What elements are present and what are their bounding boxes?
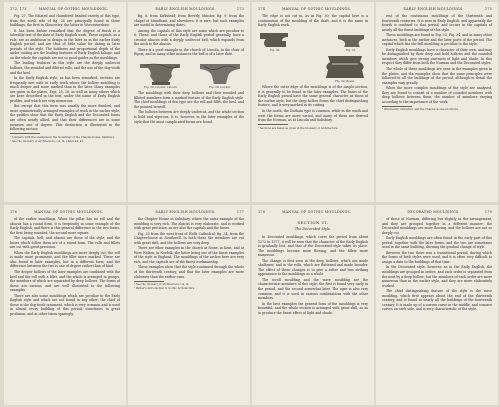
paragraph: In the best examples the general form of the mouldings is very beautiful, and the whole section is arranged with great skill, so as to produce the finest effect of light and shade. — [258, 301, 368, 315]
page-number: 179 — [484, 210, 492, 214]
paragraph: Fig. 33 from the west front of Wells Cathedral; fig. 34, from the Chapter-house at Southwell. In both these the members are cut with great skill, and the hollows are very deep. — [134, 231, 244, 245]
running-header — [382, 7, 492, 11]
figure — [258, 31, 292, 52]
page-number: 175 — [484, 7, 492, 11]
paragraph: In the north, the Durham type is common, while in the south and west the forms are more varied, and many of them are derived from the Norman, as at Lincoln and Salisbury. — [258, 108, 368, 123]
figure-caption: Fig. 30. — [269, 47, 281, 52]
footnotes — [382, 108, 492, 112]
page-number: 172, 173 — [10, 7, 27, 11]
running-header — [134, 7, 244, 11]
figure-caption: Fig. 28. Capital, Lincoln. — [144, 84, 178, 89]
page-5 — [4, 205, 126, 405]
footnote: ¹ Sections are taken as given in the Glossary of Architecture. — [258, 126, 339, 130]
running-title: DECORATED MOULDINGS. — [407, 210, 460, 214]
moulding-section — [258, 31, 292, 49]
figure-caption: Fig. 29. Capital. — [209, 84, 231, 89]
capital-illustration — [134, 60, 188, 86]
body-text — [258, 14, 368, 28]
running-title: MANUAL OF GOTHIC MOULDINGS. — [38, 7, 108, 11]
page-number: 178 — [258, 210, 266, 214]
paragraph: It has been before remarked that the degree of finish is a tolerable test of the date of Early English work. These capitals, as a rule, are as ambitious in design in the later as in the earlier Early English period, and are thus of little value for dating in later periods of the style. The boldness and proportional depth of the under cutting are the leading features of Early English foliage, and on the whole the capitals are not so good guides as the mouldings. — [10, 28, 120, 60]
paragraph: The chief distinguishing feature of the style is the wave moulding, which first appears about the end of the thirteenth century, and is found in nearly all the buildings of the fourteenth century. It is made up of a convex curve in the middle, and concave curves on each side, and is very characteristic of the style. — [382, 289, 492, 312]
footnote: ² Parker's Introduction to Gothic Architecture. — [134, 287, 196, 290]
paragraph: Where the outer edge of the mouldings is of the simple section, it is generally to be found in the later examples. The bases of the Early English period have the same general character as those of the earlier style, but the deep hollow forms the chief distinguishing feature, and is very marked in its cutting. — [258, 85, 368, 108]
base-illustration — [322, 54, 368, 80]
page-number: 176 — [10, 210, 18, 214]
page-2 — [128, 2, 250, 202]
body-text — [134, 217, 244, 279]
body-text — [10, 217, 120, 316]
body-text — [258, 235, 368, 315]
figure-caption: Fig. 31. — [345, 47, 357, 52]
running-header — [382, 210, 492, 214]
paragraph: These mouldings are found in Fig. 33, Fig. 34, and in many other instances, both in the earlier and the later parts of the period. The capital which has the bell moulding is peculiar to the style. — [382, 33, 492, 47]
figure-row — [134, 60, 244, 89]
paragraph: Early English mouldings have a character of their own, and may be distinguished by their deep and bold hollows and the rounded members which give strong contrasts of light and shade. In this respect they differ from both the Norman and the Decorated styles. — [382, 47, 492, 66]
paragraph: the Chapter House at Salisbury, where the outer example of the moulding is very rich. The abacus is very elaborate, and is worked with great precision, as are also the capitals and the bases. — [134, 217, 244, 231]
running-header — [134, 210, 244, 214]
paragraph: The capitals, bell, and abacus are those of the style; and the bases which follow them are of a round form. The rolls and fillets are cut with great precision. — [10, 236, 120, 250]
page-number: 174 — [258, 7, 266, 11]
figure-caption: Fig. 32. Bases. — [334, 78, 356, 83]
paragraph: The edge is not cut in, as in Fig. 30; the capital here is a continuation of the moulding of the shaft, and it is the same in Early English work. — [258, 14, 368, 28]
paragraph: When the Early English mouldings are more deeply cut, the roll is made more prominent, and the fillet more marked. These are also found in later examples, but in a different form, and the difference between the two is one of degree rather than of kind. — [10, 250, 120, 269]
figure — [134, 60, 188, 89]
paragraph: fig. 8, from Kirkstead; from Beverly Minster, fig. 9; from the chapel at Mundham, and elsewhere, it is rare, but such examples are useful in determining dates. — [134, 14, 244, 28]
body-text — [382, 14, 492, 104]
footnotes — [134, 283, 244, 291]
paragraph: The deeper hollows of the later examples are combined with the keel and the roll with a fillet, and the whole is arranged in groups, the members of which are separated by deep hollows. The forms of these are various, and are well illustrated in the following examples. — [10, 270, 120, 293]
running-title: EARLY ENGLISH MOULDINGS. — [403, 7, 464, 11]
running-header — [258, 210, 368, 214]
figure — [258, 54, 368, 83]
capital-illustration — [196, 60, 244, 86]
running-header — [10, 210, 120, 214]
paragraph: of those of Norman, differing but slightly in the arrangement, and they are grouped together in a different manner; the Decorated mouldings are more flowing, and the hollows are not so deeply cut. — [382, 217, 492, 235]
paragraph: The leading features in this style are the deeply undercut hollows, the rounded and filleted rolls, and the use of the dog-tooth and the keel. — [10, 61, 120, 75]
body-text — [134, 91, 244, 124]
section-title: SECTION VI. — [297, 220, 329, 225]
running-header — [258, 7, 368, 11]
figure-inner — [322, 54, 368, 83]
footnote: ¹ Compare with the examples in the mouldings of the Chapter-house, Salisbury. — [10, 135, 115, 139]
figure-row — [258, 31, 368, 52]
running-title: EARLY ENGLISH MOULDINGS. — [155, 210, 216, 214]
figure — [196, 60, 244, 89]
running-title: MANUAL OF GOTHIC MOULDINGS. — [281, 7, 352, 11]
footnote: ¹ Winchester Cathedral, and the Chapter-house at Oxford. — [382, 108, 459, 112]
running-title: MANUAL OF GOTHIC MOULDINGS. — [281, 210, 352, 214]
page-3 — [252, 2, 374, 202]
paragraph: Early English mouldings are often found in the early part of this period, together with the later forms, and the two are sometimes used in the same building, showing the gradual change of style. — [382, 236, 492, 250]
paragraph: These examples show that the style continued through the whole of the thirteenth century, and that the later examples are more elaborate than the earlier ones. — [134, 265, 244, 279]
body-text — [382, 217, 492, 312]
running-title: MANUAL OF GOTHIC MOULDINGS. — [33, 210, 104, 214]
paragraph: The hollows between are deeply undercut, and the whole section is bold and vigorous. It is, however, in the later examples of the style that the most complicated forms are found. — [134, 110, 244, 124]
body-text — [134, 14, 244, 57]
paragraph: In the Decorated style, however, as in the Early English, the mouldings are grouped in orders, and each order is separated from the next by a deep hollow; but the members of each order are more numerous than in the earlier style, and they are more elaborately worked. — [382, 265, 492, 288]
running-header — [10, 7, 120, 11]
figure — [334, 31, 368, 52]
paragraph: In the Early English style, as has been remarked, sections are frequently met with in early work where the hollow moulding is much deeper and more marked than in the later. Many examples are given in the plates, Figs. 25, 26, as well as many others which are here described in the text, under the name of Early English profiles, and which are very numerous. — [10, 76, 120, 103]
body-text — [258, 85, 368, 122]
paragraph: of the earlier mouldings. When the pillar has no roll and the abacus has a round form, it is frequently in some example of the Early English, and there is this general difference in the two forms, the first being rounded, the second more square. — [10, 217, 120, 235]
paragraph: The scroll moulding and the wave moulding are the characteristic members of this style; the first is found very early in the period, and the second somewhat later. The ogee is also very common, and it is used in various combinations with the other members. — [258, 277, 368, 301]
paragraph: The change is first seen in the deep hollows, which are made shallower, and in the rolls, which are flattened and made broader. The effect of these changes is to give a softer and less striking appearance to the mouldings as a whole. — [258, 258, 368, 277]
paragraph: In Decorated mouldings, which cover the period from about 1272 to 1377, it will be seen that the character of the Early English is gradually lost, and that of the Decorated style takes its place. The mouldings become more flowing, and the fillets more numerous. — [258, 235, 368, 258]
footnotes — [258, 127, 368, 131]
page-number: 177 — [236, 210, 244, 214]
paragraph: The whole of these mouldings are seen in the examples given in the plates, and the examples show that the same principles were followed in all the buildings of the period, although in detail the examples vary greatly. — [382, 67, 492, 85]
paragraph: When the more complex mouldings of the style are analysed, they are found to consist of a number of rounded members with deep hollows between them, the number of members varying according to the importance of the work. — [382, 86, 492, 104]
footnote: ² See the Glossary of Architecture, vol. iii, plates 44, 45. — [10, 139, 84, 143]
page-4 — [376, 2, 498, 202]
page-7 — [252, 205, 374, 405]
page-8 — [376, 205, 498, 405]
paragraph: But except that this form was usually the more finished, and more symmetrically arranged examples of work in the earlier style, the profiles show that the Early English and the Decorated forms are often nearly allied, and that their differences are in some measure one of degree. This distinction is illustrated in the following section. — [10, 104, 120, 132]
paragraph: Fig. 27. The foliated and chamfered beaded variety of this type, from the north side of fig. 26 are principally found in these buildings, the first in Gloucester, the latter in Worcestershire. — [10, 14, 120, 28]
footnote: ¹ See the Glossary of Architecture, vol. iii. — [134, 283, 190, 286]
paragraph: Between the two there was a transitional period, during which the forms of both styles were used, and it is often very difficult to assign a date to the buildings of that time. — [382, 250, 492, 264]
page-number: 173 — [236, 7, 244, 11]
section-subtitle: The Decorated Style. — [294, 227, 332, 231]
paragraph: There are also some mouldings which are peculiar to the Early English style and which are not found in any other; the chief of these is the dog-tooth ornament, which is very common and is used in almost every building of this period, sometimes in great profusion, and at other times sparingly. — [10, 293, 120, 316]
paragraph: There are other examples in the church at Stone, in Kent, and at West Walton, in Norfolk, the latter being one of the finest examples of the style in England. The mouldings of the arches here are very rich, and the capitals are of the finest workmanship. — [134, 246, 244, 264]
body-text — [10, 14, 120, 132]
paragraph: The mouldings with their deep hollows and their rounded and filleted members form a marked feature of the Early English style. The chief mouldings of this type are the roll and fillet, the keel, and the pointed bowtell. — [134, 91, 244, 109]
page-6 — [128, 205, 250, 405]
paragraph: rest of the continuous mouldings of the thirteenth and fourteenth centuries. It is seen in Early English, and apparently the fourth is confined to that period, and occurs in the capitals of nearly all the finest buildings of this style. — [382, 14, 492, 32]
page-1 — [4, 2, 126, 202]
paragraph: Among the capitals of this style are some which are peculiar to it. These, and those of the Early English period generally, have a circular abacus with a deeply undercut bell, which expands from the neck to the abacus. — [134, 28, 244, 47]
running-title: EARLY ENGLISH MOULDINGS. — [155, 7, 216, 11]
footnotes — [10, 136, 120, 144]
moulding-section — [334, 31, 368, 49]
paragraph: There is a good example in the church of Lincoln, in the choir of Ripon; and in many other instances the bell is of a later date. — [134, 47, 244, 57]
